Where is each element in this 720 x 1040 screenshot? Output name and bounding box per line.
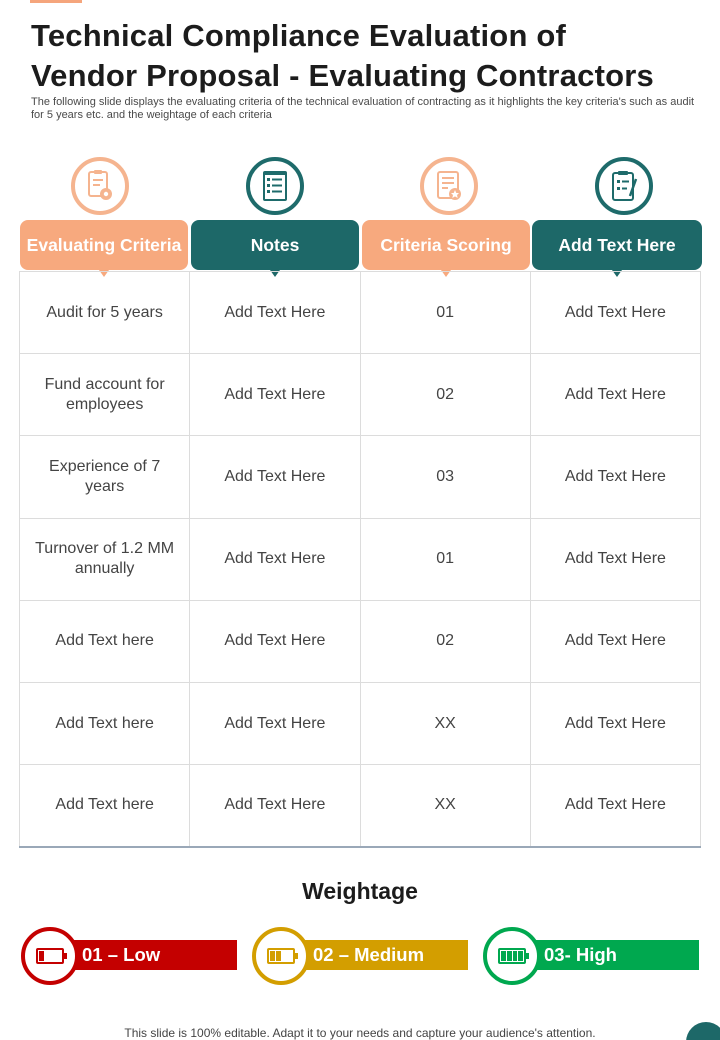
column-header-notes: Notes <box>191 220 359 270</box>
battery-low-icon <box>21 927 79 985</box>
evaluation-table <box>19 271 701 848</box>
table-cell: Fund account for employees <box>20 354 190 436</box>
table-cell: Add Text Here <box>190 600 360 682</box>
table-cell: Add Text Here <box>530 354 700 436</box>
table-cell: Add Text Here <box>190 436 360 518</box>
page-title-line-2: Vendor Proposal - Evaluating Contractors <box>31 58 654 93</box>
table-row <box>20 765 701 847</box>
table-cell: 03 <box>360 436 530 518</box>
table-cell: Turnover of 1.2 MM annually <box>20 518 190 600</box>
column-header-criteria-scoring: Criteria Scoring <box>362 220 530 270</box>
table-cell: Add Text Here <box>190 682 360 764</box>
table-cell: Add Text Here <box>190 354 360 436</box>
table-cell: Add Text here <box>20 600 190 682</box>
certificate-icon <box>420 157 478 215</box>
weightage-title: Weightage <box>302 878 418 904</box>
page-title-line-1: Technical Compliance Evaluation of <box>31 18 567 53</box>
table-cell: Add Text Here <box>530 682 700 764</box>
table-cell: Add Text Here <box>530 600 700 682</box>
table-cell: 02 <box>360 600 530 682</box>
footer-note: This slide is 100% editable. Adapt it to your needs and capture your audience's attention. <box>124 1026 596 1040</box>
column-header-add-text: Add Text Here <box>532 220 702 270</box>
table-cell: Add Text Here <box>190 765 360 847</box>
battery-full-icon <box>483 927 541 985</box>
checklist-icon <box>246 157 304 215</box>
table-row <box>20 682 701 764</box>
top-accent-bar <box>30 0 82 3</box>
table-cell: Add Text Here <box>530 436 700 518</box>
table-row <box>20 272 701 354</box>
table-cell: Experience of 7 years <box>20 436 190 518</box>
table-cell: XX <box>360 765 530 847</box>
clipboard-pen-icon <box>595 157 653 215</box>
weightage-medium-label: 02 – Medium <box>313 944 425 965</box>
table-row <box>20 354 701 436</box>
weightage-low-label: 01 – Low <box>82 944 161 965</box>
table-cell: Add Text Here <box>190 272 360 354</box>
table-cell: Add Text Here <box>190 518 360 600</box>
table-cell: Audit for 5 years <box>20 272 190 354</box>
table-cell: 01 <box>360 272 530 354</box>
column-header-evaluating-criteria: Evaluating Criteria <box>20 220 188 270</box>
table-cell: 01 <box>360 518 530 600</box>
table-cell: XX <box>360 682 530 764</box>
table-cell: 02 <box>360 354 530 436</box>
battery-medium-icon <box>252 927 310 985</box>
table-row <box>20 518 701 600</box>
table-cell: Add Text Here <box>530 765 700 847</box>
page-subtitle: The following slide displays the evaluating criteria of the technical evaluation of contracting as it highlights the key criteria's such as audit for 5 years etc. and the weightage of each criteria <box>31 96 695 121</box>
table-cell: Add Text Here <box>530 518 700 600</box>
table-row <box>20 436 701 518</box>
weightage-high-label: 03- High <box>544 944 617 965</box>
table-cell: Add Text here <box>20 682 190 764</box>
table-cell: Add Text here <box>20 765 190 847</box>
table-cell: Add Text Here <box>530 272 700 354</box>
document-settings-icon <box>71 157 129 215</box>
page-title <box>31 16 711 96</box>
table-row <box>20 600 701 682</box>
corner-decoration <box>686 1022 720 1040</box>
